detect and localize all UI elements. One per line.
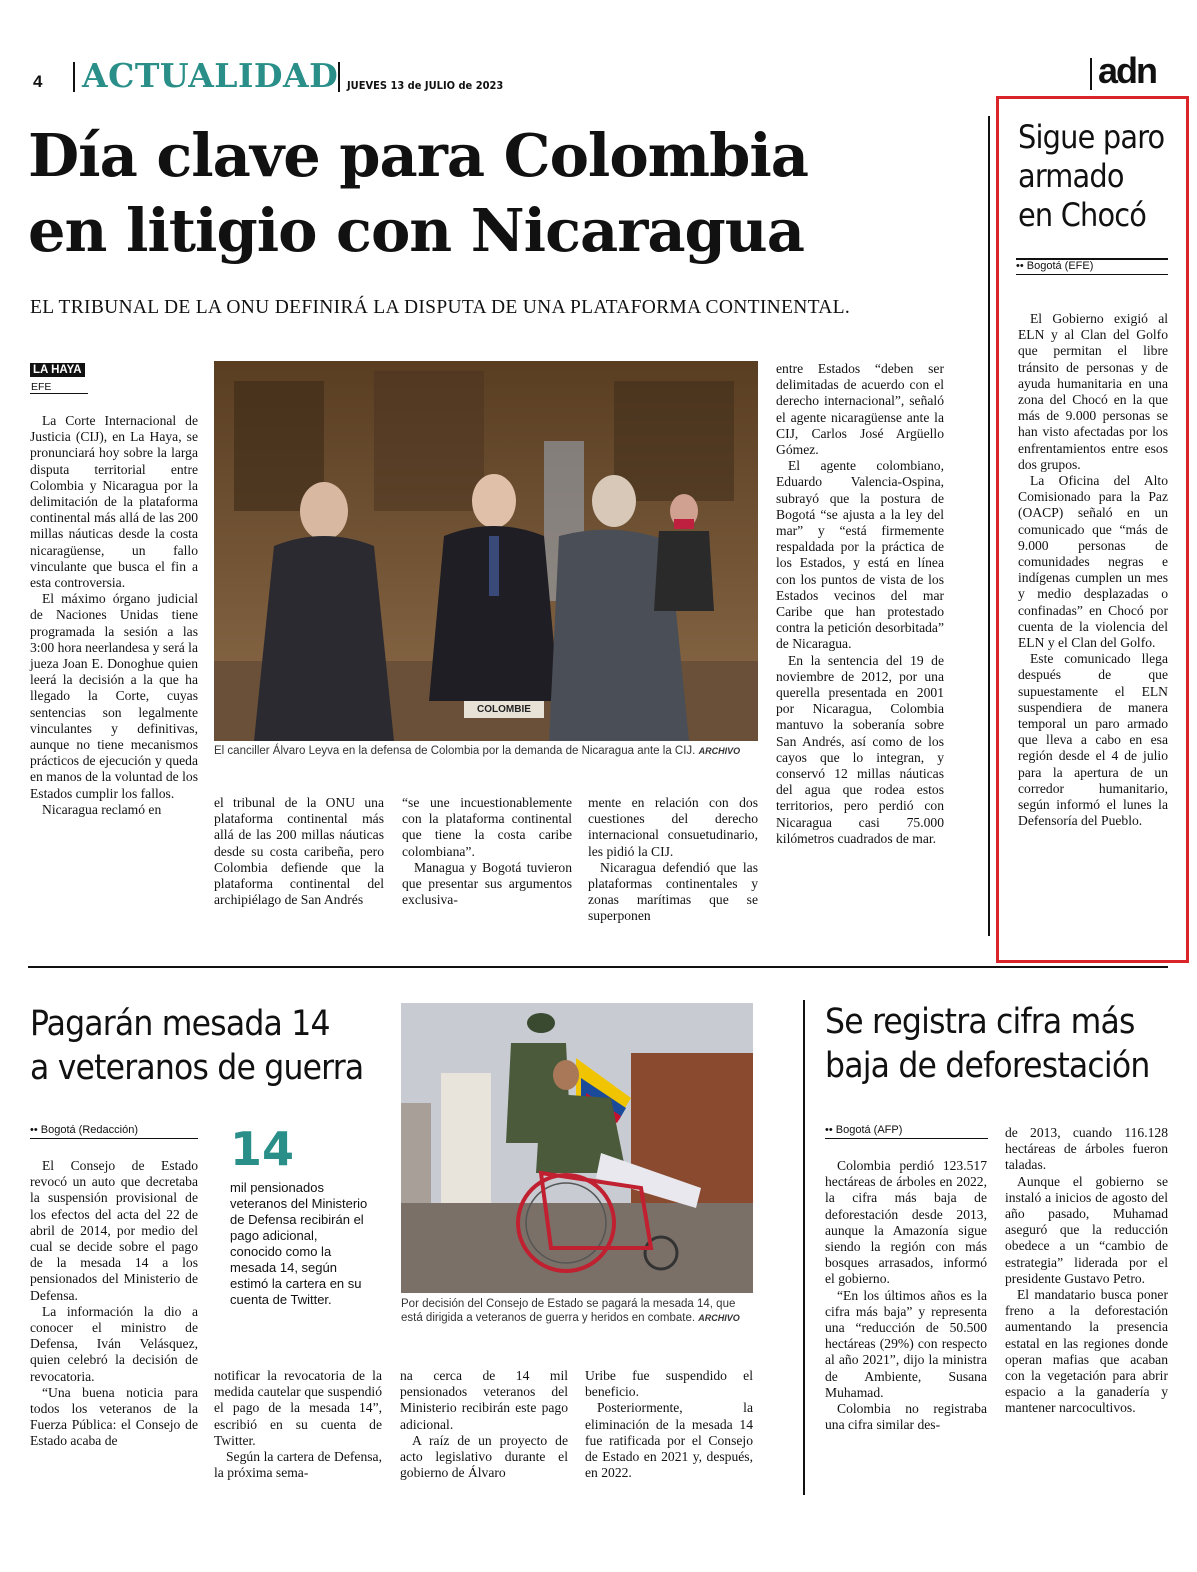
- paragraph: Aunque el gobierno se instaló a inicios de agosto del año pasado, Muhamad aseguró que la reducción obedece a un “cambio de estrategia” liderada por el presidente Gustavo Petro.: [1005, 1173, 1168, 1286]
- main-col-3: [402, 795, 572, 908]
- sidebar-body: [1018, 311, 1168, 830]
- veterans-col-3: [400, 1368, 568, 1481]
- paragraph: el tribunal de la ONU una plataforma continental más allá de las 200 millas náuticas desde su costa caribeña, pero Colombia defiende que la plataforma continental del archipiélago de San Andrés: [214, 795, 384, 908]
- stat-number: 14: [230, 1122, 295, 1176]
- paragraph: “En los últimos años es la cifra más baja” y representa una “reducción de 50.500 hectáreas (29%) con respecto al año 2021”, dijo la ministra de Ambiente, Susana Muhamad.: [825, 1287, 987, 1400]
- paragraph: Colombia no registraba una cifra similar des-: [825, 1401, 987, 1433]
- sidebar-headline-line-1: Sigue paro: [1018, 118, 1165, 156]
- main-photo: [214, 361, 758, 741]
- header-divider-1: [73, 62, 75, 92]
- paragraph: Nicaragua defendió que las plataformas continentales y zonas marítimas que se superponen: [588, 859, 758, 924]
- paragraph: mente en relación con dos cuestiones del derecho internacional consuetudinario, les pidió la CIJ.: [588, 795, 758, 859]
- veterans-photo: [401, 1003, 753, 1293]
- wheelchair-parade-image: [401, 1003, 753, 1293]
- deforestation-rule: [803, 1000, 805, 1495]
- deforestation-headline-line-1: Se registra cifra más: [825, 1002, 1135, 1042]
- veterans-col-2: [214, 1368, 382, 1481]
- main-headline-line-1: Día clave para Colombia: [28, 121, 809, 190]
- deforestation-col-2: [1005, 1125, 1168, 1417]
- page-number: 4: [33, 72, 43, 91]
- paragraph: de 2013, cuando 116.128 hectáreas de árboles fueron taladas.: [1005, 1125, 1168, 1173]
- photo-credit: ARCHIVO: [698, 1313, 740, 1323]
- header-divider-3: [1090, 58, 1092, 90]
- sidebar-headline: [1018, 118, 1164, 235]
- courtroom-image: [214, 361, 758, 741]
- dateline: LA HAYA: [30, 363, 85, 377]
- paragraph: Uribe fue suspendido el beneficio.: [585, 1368, 753, 1400]
- paragraph: entre Estados “deben ser delimitadas de acuerdo con el derecho internacional”, señaló el agente nicaragüense ante la CIJ, Carlos José Argüello Gómez.: [776, 361, 944, 458]
- paragraph: El Consejo de Estado revocó un auto que decretaba la suspensión provisional de los efectos del acta del 22 de abril de 2014, por medio del cual se decide sobre el pago de la mesada 14 a los pensionados del Ministerio de Defensa.: [30, 1158, 198, 1303]
- paragraph: A raíz de un proyecto de acto legislativo durante el gobierno de Álvaro: [400, 1432, 568, 1481]
- veterans-headline-line-2: a veteranos de guerra: [30, 1048, 364, 1088]
- veterans-headline: [30, 1002, 363, 1090]
- sidebar-headline-line-3: en Chocó: [1018, 196, 1147, 234]
- section-title: ACTUALIDAD: [82, 56, 339, 95]
- main-subhead: EL TRIBUNAL DE LA ONU DEFINIRÁ LA DISPUTA DE UNA PLATAFORMA CONTINENTAL.: [30, 297, 851, 318]
- caption-text: Por decisión del Consejo de Estado se pagará la mesada 14, que está dirigida a veteranos de guerra y heridos en combate.: [401, 1298, 736, 1324]
- deforestation-byline: [825, 1124, 988, 1139]
- paragraph: El mandatario busca poner freno a la deforestación aumentando la presencia estatal en las regiones donde operan mafias que acaban con la vegetación para abrir espacio a la ganadería y mantener narcocultivos.: [1005, 1287, 1168, 1416]
- agency-label: EFE: [30, 381, 88, 394]
- section-divider: [28, 966, 1168, 968]
- main-headline-line-2: en litigio con Nicaragua: [28, 196, 804, 265]
- veterans-col-1: [30, 1158, 198, 1450]
- paragraph: El agente colombiano, Eduardo Valencia-Ospina, subrayó que la postura de Bogotá “se ajusta a la ley del mar” y “está firmemente respaldada por la práctica de los Estados, y está en línea con los puntos de vista de los Estados vecinos del mar Caribe que han protestado contra la petición desorbitada” de Nicaragua.: [776, 458, 944, 652]
- deforestation-headline: [825, 1000, 1150, 1088]
- main-col-2: [214, 795, 384, 908]
- veterans-photo-caption: [401, 1297, 753, 1325]
- paragraph: La Oficina del Alto Comisionado para la Paz (OACP) señaló en un comunicado que “más de 9.000 personas de comunidades negras e indígenas cumplen un mes y medio desplazadas o confinadas” en Chocó por cuenta de la violencia del ELN y el Clan del Golfo.: [1018, 473, 1168, 651]
- byline-text: Bogotá (AFP): [835, 1124, 903, 1136]
- photo-credit: ARCHIVO: [698, 746, 741, 756]
- paragraph: Colombia perdió 123.517 hectáreas de árboles en 2022, la cifra más baja de deforestación desde 2013, aunque la Amazonía sigue siendo la región con más bosques arrasados, informó el gobierno.: [825, 1158, 987, 1287]
- main-col-1: [30, 413, 198, 818]
- header-divider-2: [338, 62, 340, 92]
- main-headline: [28, 118, 808, 268]
- paragraph: Según la cartera de Defensa, la próxima sema-: [214, 1449, 382, 1481]
- paragraph: La información la dio a conocer el ministro de Defensa, Iván Velásquez, quien celebró la decisión de revocatoria.: [30, 1303, 198, 1384]
- veterans-col-4: [585, 1368, 753, 1481]
- paragraph: Nicaragua reclamó en: [42, 801, 162, 817]
- paragraph: “Una buena noticia para todos los veteranos de la Fuerza Pública: el Consejo de Estado acaba de: [30, 1384, 198, 1449]
- main-col-4: [588, 795, 758, 925]
- stat-text: mil pensionados veteranos del Ministerio de Defensa recibirán el pago adicional, conocido como la mesada 14, según estimó la cartera en su cuenta de Twitter.: [230, 1180, 368, 1307]
- sidebar-rule: [988, 116, 990, 936]
- paragraph: notificar la revocatoria de la medida cautelar que suspendió el pago de la mesada 14”, escribió en su cuenta de Twitter.: [214, 1368, 382, 1448]
- sidebar-byline: [1016, 260, 1168, 275]
- paragraph: Este comunicado llega después de que supuestamente el ELN suspendiera de manera temporal un paro armado que lleva a cabo en esa región desde el 4 de julio para la apertura de un corredor humanitario, según informó el lunes la Defensoría del Pueblo.: [1018, 651, 1168, 829]
- byline-text: Bogotá (Redacción): [40, 1124, 138, 1136]
- byline-dots: ••: [30, 1124, 41, 1136]
- issue-date: JUEVES 13 de JULIO de 2023: [347, 79, 504, 92]
- paragraph: El máximo órgano judicial de Naciones Unidas tiene programada la sesión a las 3:00 hora neerlandesa y será la jueza Joan E. Donoghue quien leerá la decisión a la que ha llegado la Corte, cuyas sentencias son legalmente vinculantes y definitivas, aunque no tiene mecanismos prácticos de ejecución y queda en manos de la voluntad de los Estados cumplir los fallos.: [30, 591, 198, 801]
- byline-dots: ••: [1016, 260, 1027, 272]
- adn-logo: adn: [1098, 50, 1157, 91]
- paragraph: Posteriormente, la eliminación de la mesada 14 fue ratificada por el Consejo de Estado en 2021 y, después, en 2022.: [585, 1400, 753, 1481]
- deforestation-col-1: [825, 1158, 987, 1433]
- paragraph: na cerca de 14 mil pensionados veteranos del Ministerio recibirán este pago adicional.: [400, 1368, 568, 1432]
- deforestation-headline-line-2: baja de deforestación: [825, 1046, 1150, 1086]
- veterans-headline-line-1: Pagarán mesada 14: [30, 1004, 330, 1044]
- main-photo-caption: [214, 744, 774, 758]
- byline-dots: ••: [825, 1124, 836, 1136]
- paragraph: La Corte Internacional de Justicia (CIJ), en La Haya, se pronunciará hoy sobre la larga disputa territorial entre Colombia y Nicaragua por la delimitación de la plataforma continental más allá de las 200 millas náuticas desde la costa nicaragüense, un fallo vinculante que busca el fin a esta controversia.: [30, 413, 198, 591]
- paragraph: El Gobierno exigió al ELN y al Clan del Golfo que permitan el libre tránsito de personas y de ayuda humanitaria en una zona del Chocó en la que más de 9.000 personas se han visto afectadas por los enfrentamientos entre esos dos grupos.: [1018, 311, 1168, 472]
- paragraph: En la sentencia del 19 de noviembre de 2012, por una querella presentada en 2001 por Nicaragua, Colombia mantuvo la soberanía sobre San Andrés, así como de los cayos que lo integran, y conservó 12 millas náuticas del agua que rodea estos territorios, pero perdió con Nicaragua casi 75.000 kilómetros cuadrados de mar.: [776, 652, 944, 846]
- desk-sign-text: COLOMBIE: [477, 704, 531, 715]
- byline-text: Bogotá (EFE): [1026, 260, 1094, 272]
- caption-text: El canciller Álvaro Leyva en la defensa de Colombia por la demanda de Nicaragua ante la CIJ.: [214, 745, 696, 757]
- veterans-byline: [30, 1124, 198, 1139]
- sidebar-headline-line-2: armado: [1018, 157, 1124, 195]
- paragraph: “se une incuestionablemente con la plataforma continental que tiene la costa caribe colombiana”.: [402, 795, 572, 859]
- paragraph: Managua y Bogotá tuvieron que presentar sus argumentos exclusiva-: [402, 859, 572, 908]
- main-col-5: [776, 361, 944, 847]
